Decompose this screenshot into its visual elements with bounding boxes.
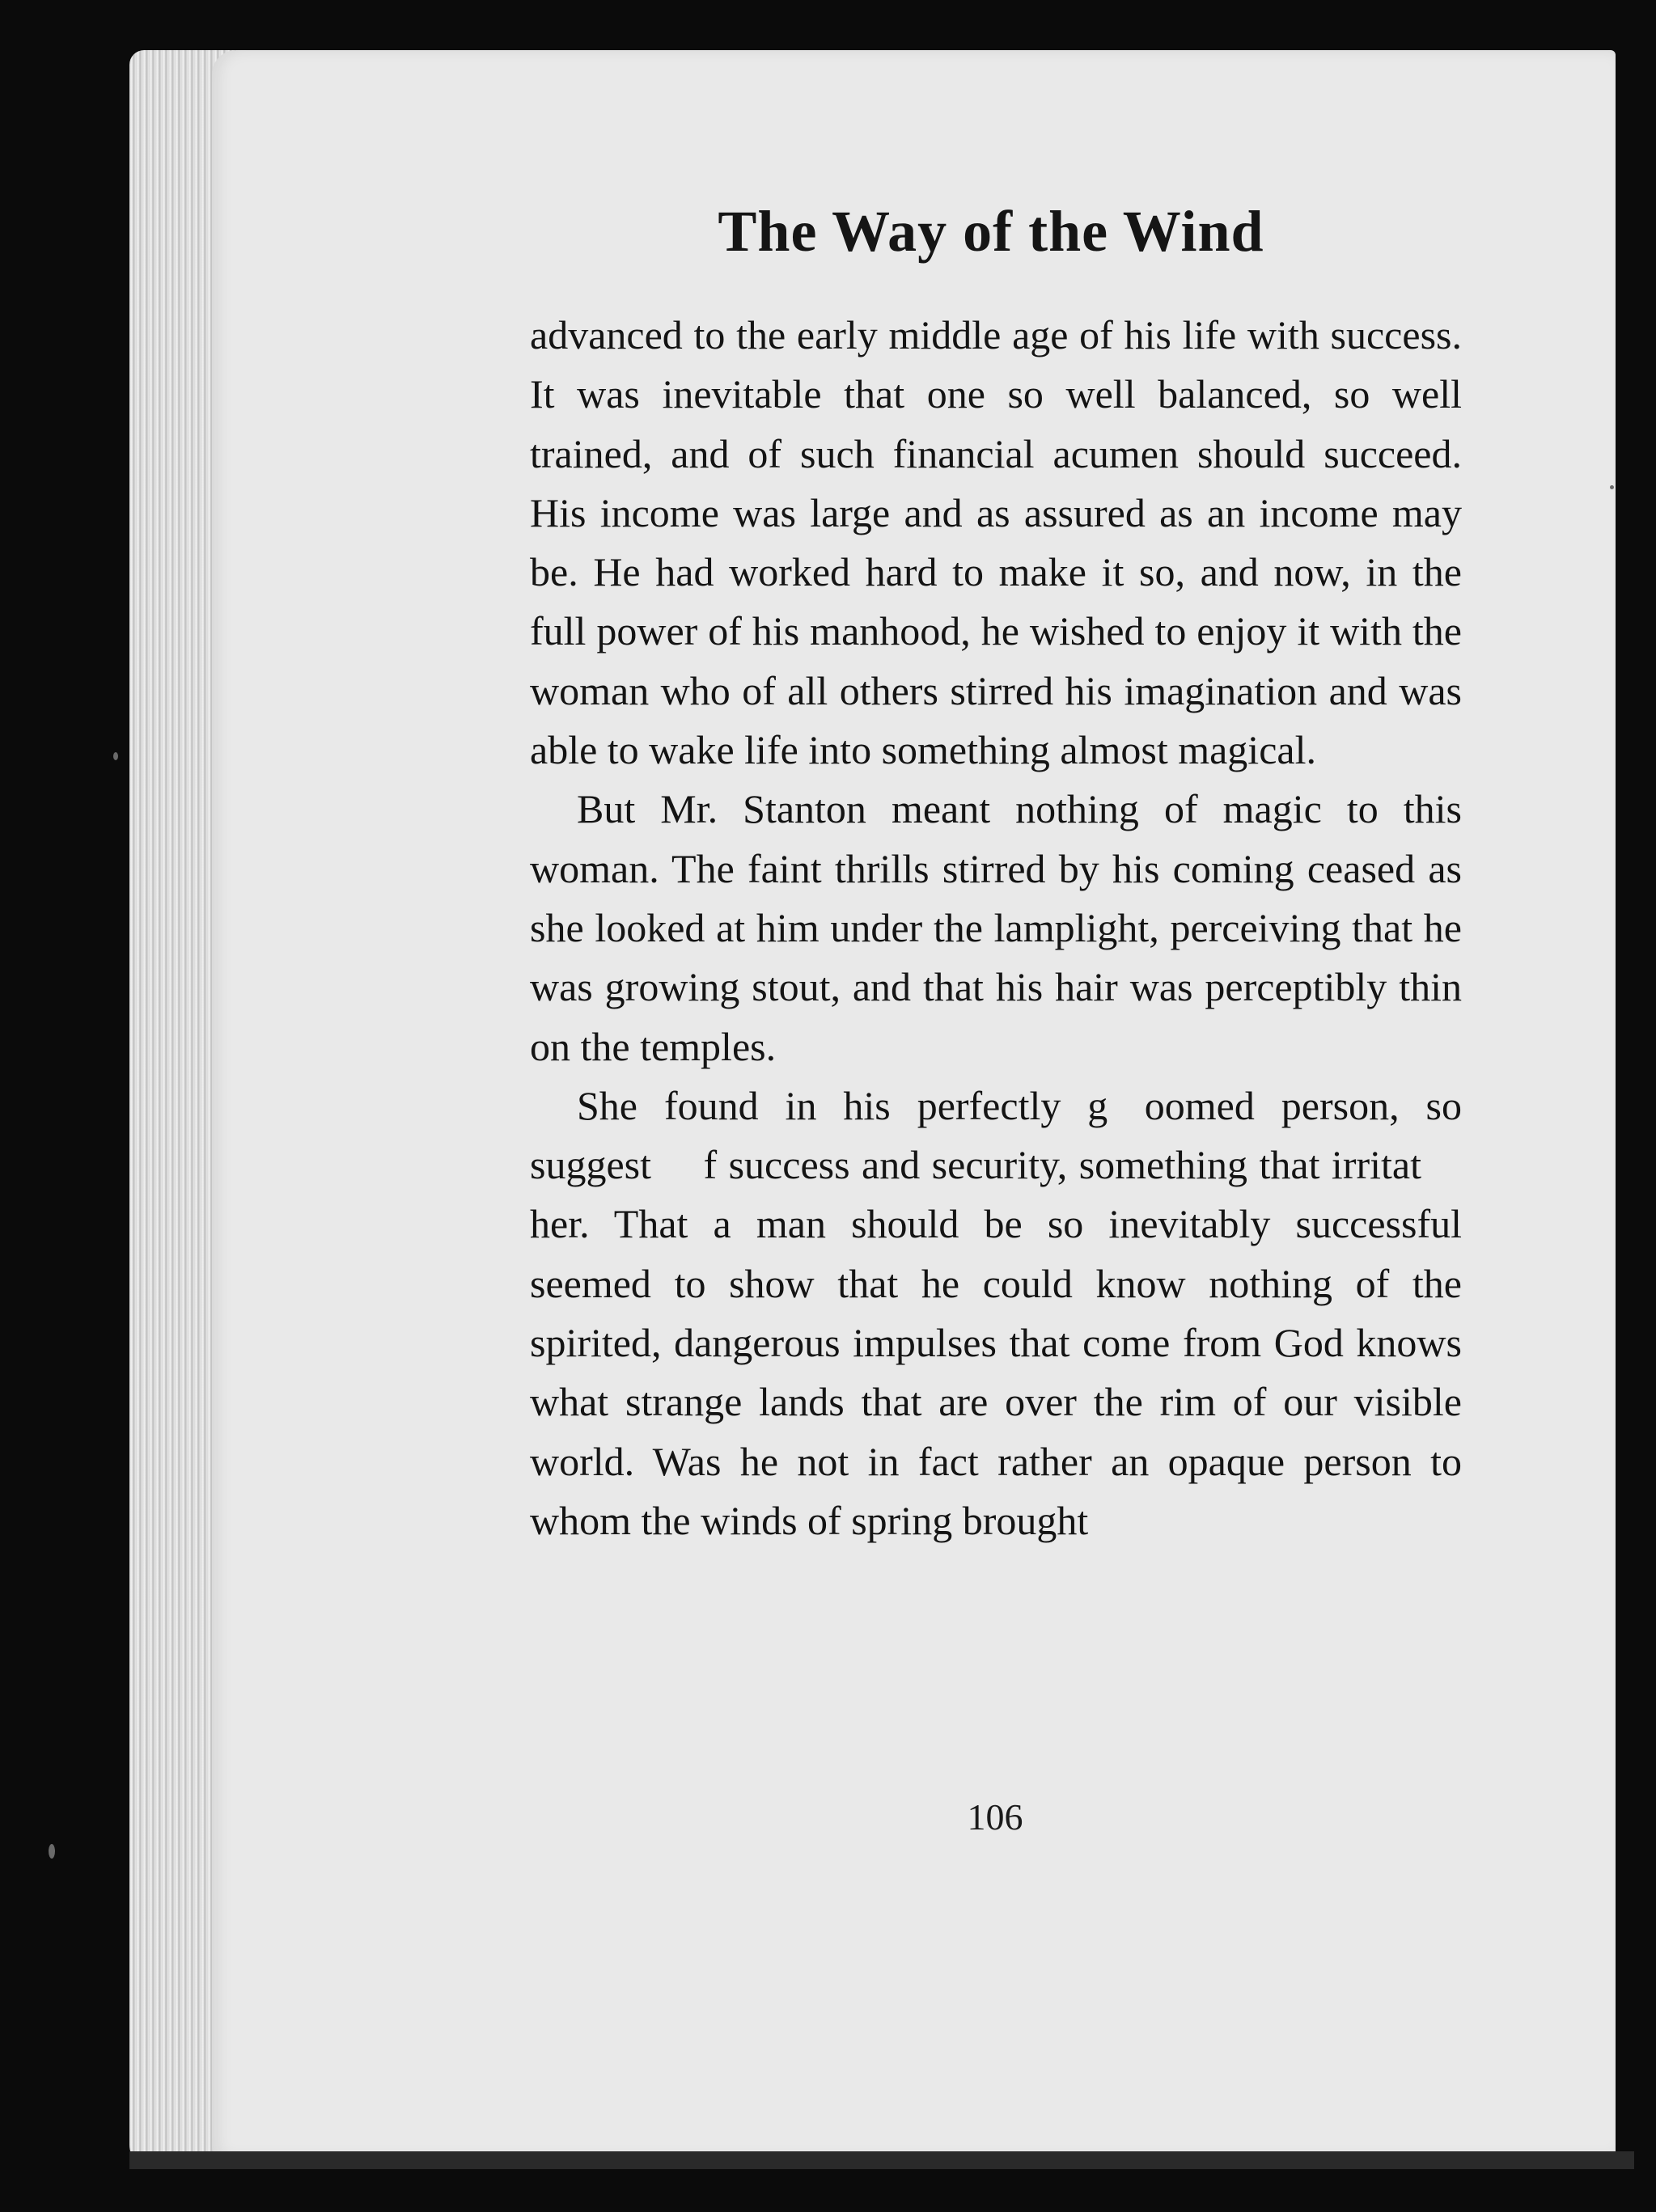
scan-speck [1610, 485, 1614, 489]
paragraph: advanced to the early middle age of his life with success. It was inevitable that one so well balanced, so well trained, and of such financial acumen should succeed. His income was large and as assured as an income may be. He had worked hard to make it so, and now, in the full power of his manhood, he wished to enjoy it with the woman who of all others stirred his imagination and was able to wake life into something almost magical. [530, 312, 1462, 773]
scan-speck [113, 752, 118, 760]
scan-speck [49, 1844, 55, 1859]
body-text [530, 306, 1462, 1550]
page-number: 106 [967, 1796, 1023, 1838]
paragraph: But Mr. Stanton meant nothing of magic to this woman. The faint thrills stirred by his coming ceased as she looked at him under the lamplight, perceiving that he was growing stout, and that his hair was perceptibly thin on the temples. [530, 786, 1462, 1069]
running-head: The Way of the Wind [718, 199, 1264, 264]
paragraph: She found in his perfectly g oomed person, so suggest f success and security, something that irritat her. That a man should be so inevitably successful seemed to show that he could know nothing of the spirited, dangerous impulses that come from God knows what strange lands that are over the rim of our visible world. Was he not in fact rather an opaque person to whom the winds of spring brought [530, 1082, 1462, 1543]
bottom-shadow [129, 2151, 1634, 2169]
